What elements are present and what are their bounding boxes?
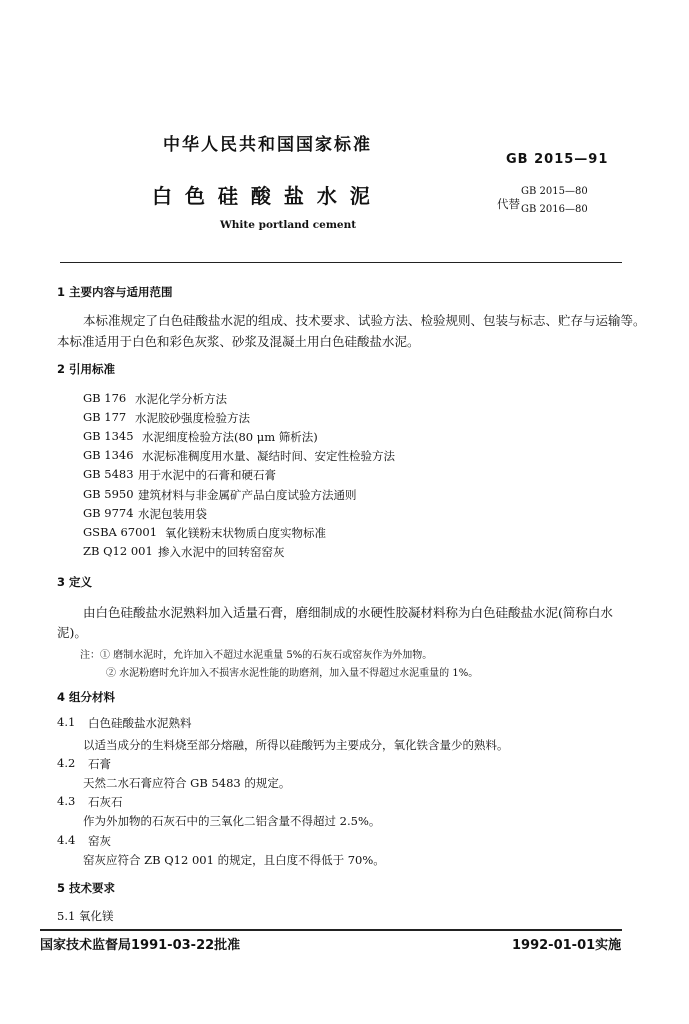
standard-code: GB 2015—91 [506, 152, 609, 167]
subsection-text: 窑灰应符合 ZB Q12 001 的规定，且白度不得低于 70%。 [83, 853, 385, 867]
subsection-title: 石膏 [88, 757, 111, 771]
subsection-number: 4.3 [57, 794, 76, 808]
section-3-heading: 3 定义 [57, 575, 93, 589]
ref-code: GB 1345 [83, 429, 134, 443]
subsection-number: 4.1 [57, 715, 76, 729]
ref-title: 水泥细度检验方法(80 μm 筛析法) [142, 430, 318, 444]
ref-code: GB 176 [83, 391, 127, 405]
subsection-text: 天然二水石膏应符合 GB 5483 的规定。 [83, 776, 291, 790]
ref-code: GB 9774 [83, 506, 134, 520]
subsection-title: 石灰石 [88, 795, 123, 809]
footer-rule [40, 929, 622, 931]
effective-date: 1992-01-01实施 [512, 938, 622, 953]
subsection-number: 4.4 [57, 833, 76, 847]
subsection-text: 作为外加物的石灰石中的三氧化二铝含量不得超过 2.5%。 [83, 814, 381, 828]
english-title: White portland cement [220, 219, 357, 231]
replaces-label: 代替 [497, 197, 520, 211]
ref-code: GB 1346 [83, 448, 134, 462]
ref-title: 掺入水泥中的回转窑窑灰 [158, 545, 285, 559]
ref-title: 建筑材料与非金属矿产品白度试验方法通则 [138, 488, 357, 502]
ref-code: ZB Q12 001 [83, 544, 153, 558]
section-3-note-1: 注：① 磨制水泥时，允许加入不超过水泥重量 5%的石灰石或窑灰作为外加物。 [80, 650, 433, 661]
approval-note: 国家技术监督局1991-03-22批准 [40, 938, 241, 953]
subsection-title: 窑灰 [88, 834, 111, 848]
national-standard-heading: 中华人民共和国国家标准 [163, 135, 372, 155]
section-4-heading: 4 组分材料 [57, 690, 116, 704]
section-1-paragraph-2: 本标准适用于白色和彩色灰浆、砂浆及混凝土用白色硅酸盐水泥。 [57, 334, 420, 349]
section-2-heading: 2 引用标准 [57, 362, 116, 376]
ref-code: GB 177 [83, 410, 127, 424]
section-1-paragraph-1: 本标准规定了白色硅酸盐水泥的组成、技术要求、试验方法、检验规则、包装与标志、贮存与运输等。 [83, 313, 646, 328]
ref-title: 水泥胶砂强度检验方法 [135, 411, 250, 425]
ref-code: GSBA 67001 [83, 525, 158, 539]
replaces-code-2: GB 2016—80 [521, 204, 588, 215]
ref-code: GB 5950 [83, 487, 134, 501]
subsection-text: 以适当成分的生料烧至部分熔融，所得以硅酸钙为主要成分，氧化铁含量少的熟料。 [83, 738, 509, 752]
subsection-title: 白色硅酸盐水泥熟料 [88, 716, 192, 730]
section-1-heading: 1 主要内容与适用范围 [57, 285, 173, 299]
section-5-1-heading: 5.1 氧化镁 [57, 909, 114, 923]
ref-title: 水泥标准稠度用水量、凝结时间、安定性检验方法 [142, 449, 395, 463]
ref-title: 氧化镁粉末状物质白度实物标准 [165, 526, 326, 540]
replaces-code-1: GB 2015—80 [521, 186, 588, 197]
section-5-heading: 5 技术要求 [57, 881, 116, 895]
section-3-paragraph: 由白色硅酸盐水泥熟料加入适量石膏，磨细制成的水硬性胶凝材料称为白色硅酸盐水泥(简称白水 [83, 605, 613, 620]
header-rule [60, 262, 622, 263]
subsection-number: 4.2 [57, 756, 76, 770]
ref-title: 水泥包装用袋 [138, 507, 207, 521]
section-3-paragraph-cont: 泥)。 [57, 625, 87, 640]
ref-code: GB 5483 [83, 467, 134, 481]
section-3-note-2: ② 水泥粉磨时允许加入不损害水泥性能的助磨剂，加入量不得超过水泥重量的 1%。 [106, 668, 479, 679]
ref-title: 用于水泥中的石膏和硬石膏 [138, 468, 276, 482]
ref-title: 水泥化学分析方法 [135, 392, 227, 406]
document-title: 白 色 硅 酸 盐 水 泥 [152, 184, 373, 208]
